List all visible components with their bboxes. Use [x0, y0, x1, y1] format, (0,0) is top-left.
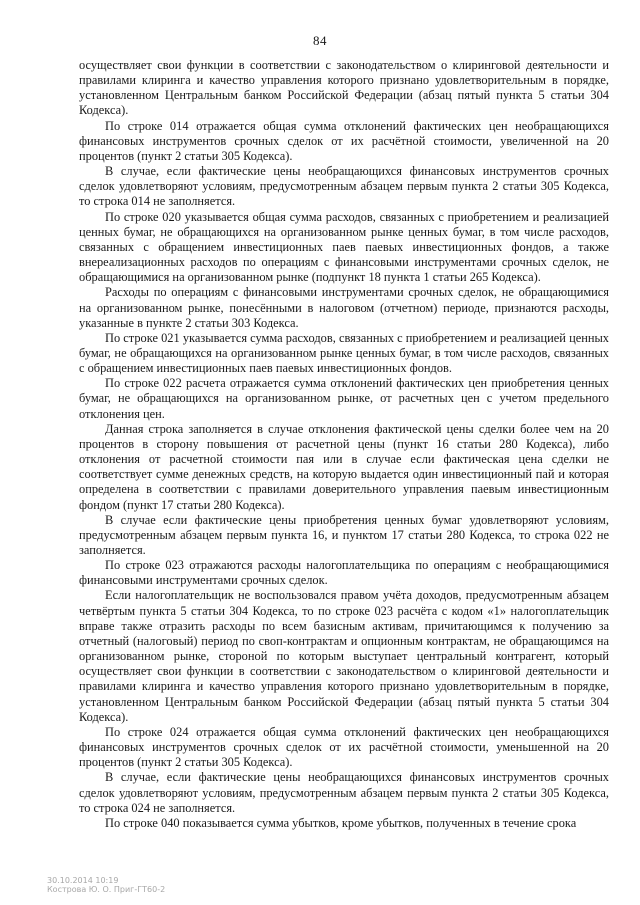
paragraph-line-023-option: Если налогоплательщик не воспользовался правом учёта доходов, предусмотренным абзацем четвёртым пункта 5 статьи 304 Кодекса, то по строке 023 расчёта с кодом «1» налогоплательщик вправе также отразить расходы по всем базисным активам, причитающимся к получению за отчетный (налоговый) период по своп-контрактам и опционным контрактам, не обращающимся на организованном рынке, стороной по которым выступает центральный контрагент, который осуществляет свои функции в соответствии с законодательством о клиринговой деятельности и правилами клиринга и качество управления которого признано удовлетворительным в порядке, установленном Центральным банком Российской Федерации (абзац пятый пункта 5 статьи 304 Кодекса).	[79, 588, 609, 724]
paragraph-continuation: осуществляет свои функции в соответствии с законодательством о клиринговой деятельности и правилами клиринга и качество управления которого признано удовлетворительным в порядке, установленном Центральным банком Российской Федерации (абзац пятый пункта 5 статьи 304 Кодекса).	[79, 58, 609, 118]
paragraph-line-022: По строке 022 расчета отражается сумма отклонений фактических цен приобретения ценных бумаг, не обращающихся на организованном рынке, от расчетных цен с учетом предельного отклонения цен.	[79, 376, 609, 421]
footer-stamp	[47, 876, 165, 894]
paragraph-line-022-exception: В случае если фактические цены приобретения ценных бумаг удовлетворяют условиям, предусмотренным абзацем первым пункта 16, и пунктом 17 статьи 280 Кодекса, то строка 022 не заполняется.	[79, 512, 609, 557]
paragraph-derivative-expenses: Расходы по операциям с финансовыми инструментами срочных сделок, не обращающимися на организованном рынке, понесёнными в налоговом (отчетном) периоде, признаются расходы, указанные в пункте 2 статьи 303 Кодекса.	[79, 285, 609, 330]
footer-author: Кострова Ю. О. Приг-ГТ60-2	[47, 885, 166, 894]
document-body	[79, 58, 609, 831]
paragraph-line-022-condition: Данная строка заполняется в случае отклонения фактической цены сделки более чем на 20 процентов в сторону повышения от расчетной цены (пункт 16 статьи 280 Кодекса), либо отклонения от расчетной стоимости пая или в случае если фактическая цена сделки не соответствует сумме денежных средств, на которую выдается один инвестиционный пай и которая определена в соответствии с правилами доверительного управления паевым инвестиционным фондом (пункт 17 статьи 280 Кодекса).	[79, 421, 609, 512]
paragraph-line-020: По строке 020 указывается общая сумма расходов, связанных с приобретением и реализацией ценных бумаг, не обращающихся на организованном рынке ценных бумаг, в том числе расходов, связанных с обращением инвестиционных паев паевых инвестиционных фондов, а также внереализационных расходов по операциям с финансовыми инструментами срочных сделок, не обращающимися на организованном рынке (подпункт 18 пункта 1 статьи 265 Кодекса).	[79, 209, 609, 285]
paragraph-line-023: По строке 023 отражаются расходы налогоплательщика по операциям с необращающимися финансовыми инструментами срочных сделок.	[79, 558, 609, 588]
paragraph-line-014-exception: В случае, если фактические цены необращающихся финансовых инструментов срочных сделок удовлетворяют условиям, предусмотренным абзацем первым пункта 2 статьи 305 Кодекса, то строка 014 не заполняется.	[79, 164, 609, 209]
footer-timestamp: 30.10.2014 10:19	[47, 876, 119, 885]
paragraph-line-014: По строке 014 отражается общая сумма отклонений фактических цен необращающихся финансовых инструментов срочных сделок от их расчётной стоимости, увеличенной на 20 процентов (пункт 2 статьи 305 Кодекса).	[79, 118, 609, 163]
paragraph-line-024: По строке 024 отражается общая сумма отклонений фактических цен необращающихся финансовых инструментов срочных сделок от их расчётной стоимости, уменьшенной на 20 процентов (пункт 2 статьи 305 Кодекса).	[79, 724, 609, 770]
paragraph-line-040: По строке 040 показывается сумма убытков, кроме убытков, полученных в течение срока	[105, 815, 577, 830]
paragraph-line-021: По строке 021 указывается сумма расходов, связанных с приобретением и реализацией ценных бумаг, не обращающихся на организованном рынке ценных бумаг, в том числе расходов, связанных с обращением инвестиционных паев паевых инвестиционных фондов.	[79, 330, 609, 376]
page-number: 84	[313, 33, 327, 48]
paragraph-line-024-exception: В случае, если фактические цены необращающихся финансовых инструментов срочных сделок удовлетворяют условиям, предусмотренным абзацем первым пункта 2 статьи 305 Кодекса, то строка 024 не заполняется.	[79, 770, 609, 815]
